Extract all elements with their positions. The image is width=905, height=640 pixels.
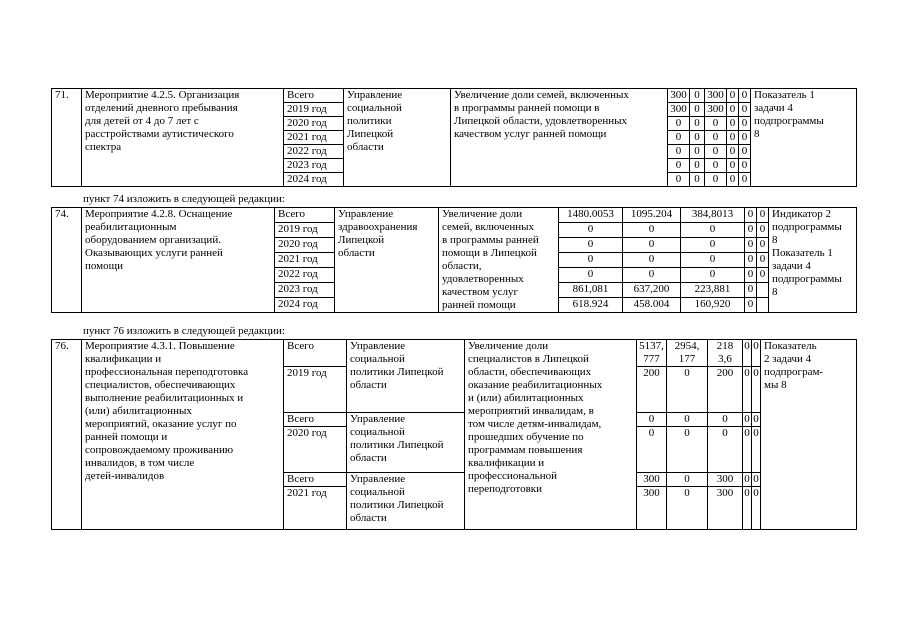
value-cell: 0	[681, 253, 745, 268]
value-cell: 160,920	[681, 298, 745, 313]
value-cell: 0	[559, 238, 623, 253]
value-cell: 0	[739, 159, 751, 173]
value-cell: 0	[745, 223, 757, 238]
value-cell: 861,081	[559, 283, 623, 298]
value-cell: 300	[705, 103, 727, 117]
value-cell: 0	[727, 89, 739, 103]
value-cell: 0	[708, 427, 743, 473]
year-cell: 2023 год	[275, 283, 335, 298]
value-cell: 0	[752, 367, 761, 413]
value-cell: 0	[757, 208, 769, 223]
value-cell: 0	[753, 413, 759, 425]
value-cell: 0	[727, 103, 739, 117]
year-cell: 2019 год	[284, 367, 347, 413]
value-cell: 0	[743, 367, 752, 413]
value-cell: 0	[757, 238, 769, 253]
value-cell: 0	[757, 223, 769, 238]
value-cell: 0	[623, 253, 681, 268]
value-cell: 0	[743, 427, 752, 473]
value-cell: 0	[705, 117, 727, 131]
value-cell: 218 3,6	[708, 340, 743, 367]
value-cell: 0	[752, 487, 761, 530]
value-cell: 0	[743, 487, 752, 530]
year-cell: 2023 год	[284, 159, 344, 173]
value-cell: 0	[681, 238, 745, 253]
value-cell: 0	[757, 253, 769, 268]
year-cell: 2022 год	[275, 268, 335, 283]
value-cell: 0	[739, 89, 751, 103]
value-cell: 618.924	[559, 298, 623, 313]
expected-result: Увеличение доли специалистов в Липецкой области, обеспечивающих оказание реабилитационных и (или) абилитационных мероприятий инвалидам, в том числе детям-инвалидам, прошедших обучение по программам повышения квалификации и профессиональной переподготовки	[465, 340, 637, 530]
year-cell: Всего	[284, 89, 344, 103]
value-cell: 300	[708, 473, 743, 487]
year-cell: 2019 год	[284, 103, 344, 117]
value-cell: 300	[637, 487, 667, 530]
value-cell: 1480.0053	[559, 208, 623, 223]
value-cell: 0	[668, 117, 690, 131]
year-cell: 2024 год	[275, 298, 335, 313]
value-cell: 384,8013	[681, 208, 745, 223]
executor: Управление здравоохранения Липецкой области	[335, 208, 439, 313]
expected-result: Увеличение доли семей, включенных в программы ранней помощи в Липецкой области, удовлетворенных качеством услуг ранней помощи	[439, 208, 559, 313]
value-cell: 0	[727, 145, 739, 159]
table-row	[52, 208, 857, 223]
table-row-76	[51, 339, 857, 530]
year-cell: 2021 год	[275, 253, 335, 268]
note-74: пункт 74 изложить в следующей редакции:	[83, 193, 285, 205]
value-cell: 0	[708, 413, 743, 427]
year-cell: Всего	[284, 473, 347, 487]
value-cell: 0	[752, 340, 761, 367]
value-cell	[757, 298, 769, 313]
value-cell: 0	[739, 131, 751, 145]
year-cell: 2020 год	[284, 117, 344, 131]
table-row	[52, 340, 857, 367]
value-cell: 0	[743, 340, 752, 367]
value-cell: 223,881	[681, 283, 745, 298]
value-cell: 0	[745, 298, 757, 313]
year-cell: 2021 год	[284, 131, 344, 145]
value-cell: 0	[744, 473, 750, 485]
value-cell: 0	[690, 89, 705, 103]
value-cell: 0	[705, 159, 727, 173]
value-cell: 0	[745, 283, 757, 298]
value-cell: 200	[637, 367, 667, 413]
value-cell: 0	[745, 253, 757, 268]
value-cell: 0	[727, 117, 739, 131]
value-cell: 300	[708, 487, 743, 530]
value-cell: 0	[739, 117, 751, 131]
value-cell: 0	[727, 131, 739, 145]
indicator: Индикатор 2 подпрограммы 8 Показатель 1 задачи 4 подпрограммы 8	[769, 208, 857, 313]
value-cell: 0	[623, 268, 681, 283]
value-cell: 0	[667, 473, 708, 487]
value-cell	[757, 283, 769, 298]
value-cell: 0	[690, 159, 705, 173]
value-cell: 0	[727, 159, 739, 173]
value-cell: 0	[705, 173, 727, 187]
year-cell: 2020 год	[284, 427, 347, 473]
value-cell: 300	[668, 89, 690, 103]
value-cell: 0	[623, 223, 681, 238]
value-cell: 0	[667, 427, 708, 473]
executor: Управление социальной политики Липецкой области	[347, 473, 465, 530]
value-cell: 0	[667, 367, 708, 413]
row-number: 76.	[52, 340, 82, 530]
value-cell: 0	[744, 413, 750, 425]
value-cell: 0	[753, 473, 759, 485]
value-cell: 0	[752, 427, 761, 473]
indicator: Показатель 2 задачи 4 подпрограм- мы 8	[761, 340, 857, 530]
value-cell: 300	[705, 89, 727, 103]
value-cell: 0	[727, 173, 739, 187]
measure-name: Мероприятие 4.2.5. Организация отделений дневного пребывания для детей от 4 до 7 лет с расстройствами аутистического спектра	[82, 89, 284, 187]
value-cell: 0	[745, 208, 757, 223]
year-cell: Всего	[284, 340, 347, 367]
value-cell: 0	[705, 145, 727, 159]
value-cell: 1095.204	[623, 208, 681, 223]
value-cell: 0	[745, 268, 757, 283]
value-cell: 300	[668, 103, 690, 117]
indicator: Показатель 1 задачи 4 подпрограммы 8	[751, 89, 857, 187]
year-cell: 2020 год	[275, 238, 335, 253]
value-cell: 0	[559, 253, 623, 268]
value-cell: 0	[637, 427, 667, 473]
value-cell: 0	[745, 238, 757, 253]
executor: Управление социальной политики Липецкой области	[344, 89, 451, 187]
value-cell: 0	[757, 268, 769, 283]
value-cell: 0	[690, 103, 705, 117]
executor: Управление социальной политики Липецкой области	[347, 413, 465, 473]
value-cell: 0	[559, 268, 623, 283]
value-cell: 458.004	[623, 298, 681, 313]
measure-name: Мероприятие 4.3.1. Повышение квалификации и профессиональная переподготовка специалистов, обеспечивающих выполнение реабилитационных и (или) абилитационных мероприятий, оказание услуг по ранней помощи и сопровождаемому проживанию инвалидов, в том числе детей-инвалидов	[82, 340, 284, 530]
value-cell: 0	[690, 145, 705, 159]
table-row	[52, 89, 857, 103]
value-cell: 2954, 177	[667, 340, 708, 367]
value-cell: 0	[623, 238, 681, 253]
value-cell: 0	[690, 173, 705, 187]
value-cell: 0	[739, 145, 751, 159]
value-cell: 0	[690, 117, 705, 131]
value-cell: 637,200	[623, 283, 681, 298]
year-cell: Всего	[275, 208, 335, 223]
value-cell: 300	[637, 473, 667, 487]
row-number: 74.	[52, 208, 82, 313]
value-cell: 0	[559, 223, 623, 238]
value-cell: 0	[681, 268, 745, 283]
value-cell: 0	[690, 131, 705, 145]
year-cell: Всего	[284, 413, 347, 427]
table-row-74	[51, 207, 857, 313]
value-cell: 0	[668, 145, 690, 159]
expected-result: Увеличение доли семей, включенных в программы ранней помощи в Липецкой области, удовлетворенных качеством услуг ранней помощи	[451, 89, 668, 187]
note-76: пункт 76 изложить в следующей редакции:	[83, 325, 285, 337]
year-cell: 2021 год	[284, 487, 347, 530]
value-cell: 0	[705, 131, 727, 145]
value-cell: 0	[637, 413, 667, 427]
value-cell: 0	[668, 131, 690, 145]
value-cell: 0	[668, 173, 690, 187]
value-cell: 0	[667, 413, 708, 427]
year-cell: 2019 год	[275, 223, 335, 238]
executor: Управление социальной политики Липецкой области	[347, 340, 465, 413]
year-cell: 2022 год	[284, 145, 344, 159]
value-cell: 0	[739, 103, 751, 117]
value-cell: 0	[668, 159, 690, 173]
value-cell: 5137, 777	[637, 340, 667, 367]
value-cell: 0	[667, 487, 708, 530]
year-cell: 2024 год	[284, 173, 344, 187]
value-cell: 0	[739, 173, 751, 187]
measure-name: Мероприятие 4.2.8. Оснащение реабилитационным оборудованием организаций. Оказывающих услуги ранней помощи	[82, 208, 275, 313]
row-number: 71.	[52, 89, 82, 187]
value-cell: 200	[708, 367, 743, 413]
value-cell: 0	[681, 223, 745, 238]
table-row-71	[51, 88, 857, 187]
